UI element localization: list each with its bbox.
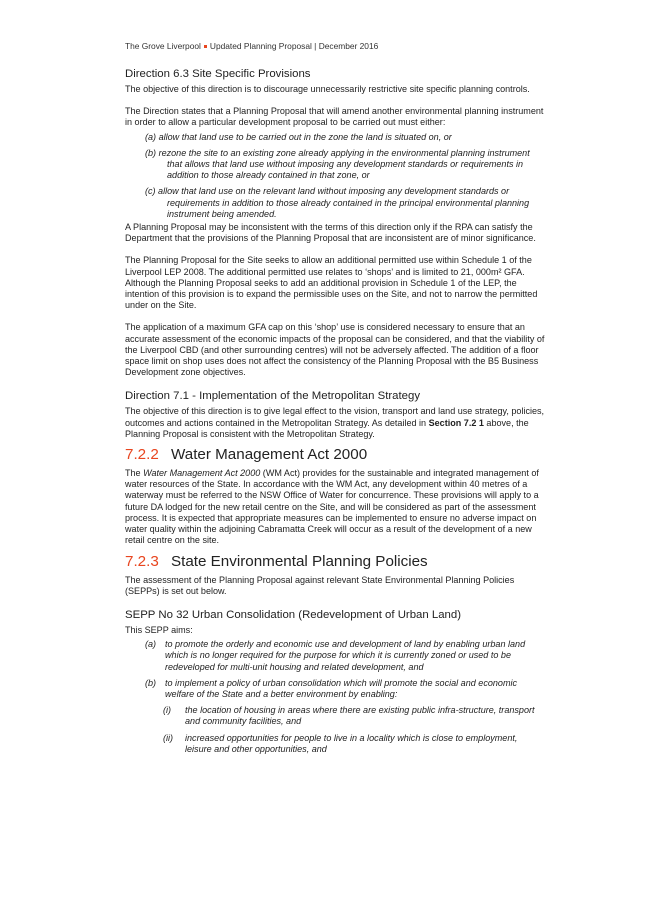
page-body [125, 67, 545, 760]
list-item: (i) the location of housing in areas where there are existing public infra-structure, transport and community facilities, and [163, 705, 535, 727]
running-header [125, 41, 378, 51]
direction-7-1-heading: Direction 7.1 - Implementation of the Metropolitan Strategy [125, 390, 421, 403]
header-title: Updated Planning Proposal | December 2016 [209, 41, 379, 51]
list-item: (ii) increased opportunities for people to live in a locality which is close to employment, leisure and other opportunities, and [163, 732, 518, 754]
header-org: The Grove Liverpool [125, 41, 201, 51]
paragraph: This SEPP aims: [125, 624, 193, 635]
header-separator-icon [204, 45, 207, 48]
paragraph: The Water Management Act 2000 (WM Act) provides for the sustainable and integrated management of water resources of the State. In accordance with the WM Act, any development within 40 metres of a waterway must be referred to the NSW Office of Water for concurrence. These provisions will apply to a future DA lodged for the new retail centre on the Site, and will be considered as part of the assessment process. It is expected that appropriate measures can be implemented to ensure no adverse impact on water quality within the adjoining Cabramatta Creek will occur as a result of the development of a new retail centre on the site. [125, 468, 539, 546]
list-item: (a) to promote the orderly and economic use and development of land by enabling urban land which is no longer required for the purpose for which it is currently zoned or used to be redeveloped for multi-unit housing and related development, and [145, 639, 526, 672]
list-item: (c) allow that land use on the relevant land without imposing any development standards or requirements in addition to those already contained in the principal environmental planning instrument being amended. [145, 186, 530, 219]
list-item: (b) to implement a policy of urban consolidation which will promote the social and economic welfare of the State and a better environment by enabling: [145, 677, 518, 699]
paragraph: The Direction states that a Planning Proposal that will amend another environmental planning instrument in order to allow a particular development proposal to be carried out must either: [125, 106, 544, 128]
sepp-32-heading: SEPP No 32 Urban Consolidation (Redevelopment of Urban Land) [125, 608, 462, 621]
paragraph: The objective of this direction is to discourage unnecessarily restrictive site specific planning controls. [125, 84, 530, 94]
paragraph: The assessment of the Planning Proposal against relevant State Environmental Planning Policies (SEPPs) is set out below. [125, 574, 515, 596]
section-7-2-2-heading: 7.2.2 Water Management Act 2000 [125, 446, 368, 464]
section-7-2-3-heading: 7.2.3 State Environmental Planning Policies [125, 552, 428, 570]
list-item: (a) allow that land use to be carried out in the zone the land is situated on, or [145, 131, 452, 142]
paragraph: The objective of this direction is to give legal effect to the vision, transport and land use strategy, policies, outcomes and actions contained in the Metropolitan Strategy. As detailed in Section 7.2 1 above, the Planning Proposal is consistent with the Metropolitan Strategy. [125, 406, 545, 439]
sepp-aims-list [125, 639, 545, 755]
paragraph: The application of a maximum GFA cap on this ‘shop’ use is considered necessary to ensure that an accurate assessment of the economic impacts of the proposal can be considered, and that the viability of the Liverpool CBD (and other surrounding centres) will not be adversely affected. The addition of a floor space limit on shop uses does not affect the consistency of the Planning Proposal with the B5 Business Development zone objectives. [125, 322, 545, 378]
list-item: (b) rezone the site to an existing zone already applying in the environmental planning instrument that allows that land use without imposing any development standards or requirements in addition to those already contained in that zone, or [145, 147, 530, 181]
direction-6-3-heading: Direction 6.3 Site Specific Provisions [125, 68, 311, 80]
section-reference: Section 7.2 1 [428, 417, 484, 428]
direction-options-list [125, 132, 545, 220]
paragraph: The Planning Proposal for the Site seeks to allow an additional permitted use within Schedule 1 of the Liverpool LEP 2008. The additional permitted use relates to ‘shops’ and is limited to 21, 000m² GFA. Although the Planning Proposal seeks to add an additional provision in Schedule 1 of the LEP, the intention of this provision is to expand the permissible uses on the Site, and not to narrow the permitted under on the Site. [125, 255, 538, 311]
paragraph: A Planning Proposal may be inconsistent with the terms of this direction only if the RPA can satisfy the Department that the provisions of the Planning Proposal that are inconsistent are of minor significance. [125, 222, 536, 244]
